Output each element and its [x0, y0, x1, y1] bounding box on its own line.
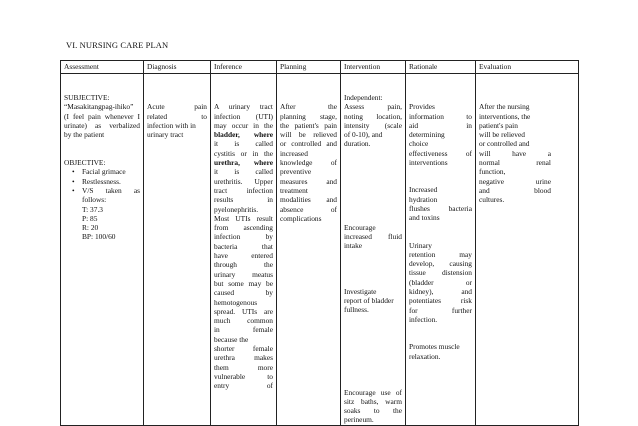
inference-cell [211, 74, 277, 426]
inference-line: caused by [214, 288, 273, 298]
inference-line: entry of [214, 381, 273, 391]
inference-line: have entered [214, 251, 273, 261]
planning-line: absence of [280, 204, 337, 214]
vital-sign: BP: 100/60 [82, 232, 116, 242]
inference-line: but some may be [214, 278, 273, 288]
evaluation-line: will have a [479, 148, 551, 158]
inference-line: vulnerable to [214, 371, 273, 381]
diagnosis-line: urinary tract [147, 130, 184, 140]
rationale-cell [406, 74, 476, 426]
vital-sign: P: 85 [82, 213, 98, 223]
care-plan-row [61, 74, 579, 426]
intervention-assess-pain: Assess pain, noting location, intensity (scale of 0-10), and duration. [344, 102, 402, 149]
inference-line: may occur in the [214, 120, 273, 130]
header-diagnosis: Diagnosis [144, 61, 211, 74]
inference-line: pyelonephritis. [214, 204, 259, 214]
inference-line: urethra makes [214, 353, 273, 363]
inference-line: because the [214, 334, 249, 344]
inference-line: shorter female [214, 344, 273, 354]
inference-line: urethra, where [214, 158, 273, 168]
inference-line: tract infection [214, 185, 273, 195]
planning-line: preventive [280, 167, 312, 177]
inference-line: much common [214, 316, 273, 326]
planning-line: knowledge of [280, 158, 337, 168]
inference-line: through the [214, 260, 273, 270]
header-rationale: Rationale [406, 61, 476, 74]
intervention-label: Independent: [344, 93, 383, 102]
rationale-urinary-retention: Urinary retention may develop, causing tissue distension (bladder or kidney), and potentiates risk for further infection. [409, 240, 472, 324]
inference-line: it is called [214, 167, 273, 177]
evaluation-line: patient's pain [479, 120, 518, 130]
inference-line: bladder, where [214, 130, 273, 140]
header-evaluation: Evaluation [476, 61, 579, 74]
objective-list [64, 167, 140, 195]
inference-line: infection (UTI) [214, 111, 273, 121]
planning-line: complications [280, 213, 322, 223]
planning-line: After the [280, 102, 337, 112]
evaluation-line: cultures. [479, 195, 505, 205]
inference-line: A urinary tract [214, 102, 273, 112]
planning-line: or controlled and [280, 139, 337, 149]
header-inference: Inference [211, 61, 277, 74]
intervention-fluid-intake: Encourage increased fluid intake [344, 222, 402, 251]
inference-line: spread. UTIs are [214, 306, 273, 316]
evaluation-line: function, [479, 167, 506, 177]
inference-line: infection by [214, 232, 273, 242]
vital-sign: R: 20 [82, 223, 99, 233]
rationale-assess-pain: Provides information to aid in determining choice effectiveness of interventions [409, 102, 472, 168]
nursing-care-plan-table [60, 60, 579, 426]
subjective-line: urinate) as verbalized [64, 120, 140, 130]
inference-line: them more [214, 362, 273, 372]
planning-line: planning stage, [280, 111, 337, 121]
planning-line: measures and [280, 176, 337, 186]
rationale-hydration: Increased hydration flushes bacteria and toxins [409, 185, 472, 223]
inference-line: from ascending [214, 223, 273, 233]
header-intervention: Intervention [341, 61, 406, 74]
objective-item: • Facial grimace [82, 167, 140, 176]
inference-line: it is called [214, 139, 273, 149]
objective-item: • V/S taken as [82, 186, 140, 195]
inference-line: hemotogenous [214, 297, 258, 307]
intervention-sitz-baths: Encourage use of sitz baths, warm soaks to the perineum. [344, 387, 402, 425]
planning-line: increased [280, 148, 308, 158]
inference-line: cystitis or in the [214, 148, 273, 158]
inference-line: urethritis. Upper [214, 176, 273, 186]
evaluation-line: After the nursing [479, 102, 530, 112]
inference-line: in female [214, 325, 273, 335]
rationale-muscle-relaxation: Promotes muscle relaxation. [409, 342, 460, 361]
diagnosis-cell [144, 74, 211, 426]
objective-item: • Restlessness. [82, 177, 140, 186]
planning-line: treatment [280, 185, 308, 195]
evaluation-line: will be relieved [479, 130, 525, 140]
subjective-label: SUBJECTIVE: [64, 93, 110, 102]
intervention-cell [341, 74, 406, 426]
assessment-cell [61, 74, 144, 426]
intervention-bladder-fullness: Investigate report of bladder fullness. [344, 286, 394, 315]
objective-continuation: follows: [82, 195, 107, 205]
evaluation-cell [476, 74, 579, 426]
inference-line: Most UTIs result [214, 213, 273, 223]
planning-cell [277, 74, 341, 426]
diagnosis-line: infection with in [147, 120, 196, 130]
inference-line: urinary meatus [214, 269, 273, 279]
objective-label: OBJECTIVE: [64, 158, 106, 168]
subjective-line: “Masakitangpag-ihiko” [64, 102, 134, 112]
diagnosis-line: Acute pain [147, 102, 207, 112]
subjective-line: by the patient [64, 130, 105, 140]
planning-line: will be relieved [280, 130, 337, 140]
evaluation-line: interventions, the [479, 111, 531, 121]
evaluation-line: or controlled and [479, 139, 530, 149]
evaluation-line: negative urine [479, 176, 551, 186]
diagnosis-line: related to [147, 111, 207, 121]
header-assessment: Assessment [61, 61, 144, 74]
header-planning: Planning [277, 61, 341, 74]
subjective-line: (I feel pain whenever I [64, 111, 140, 121]
header-row [61, 61, 579, 74]
inference-line: results in [214, 195, 273, 205]
evaluation-line: normal renal [479, 158, 551, 168]
evaluation-line: and blood [479, 185, 551, 195]
planning-line: modalities and [280, 195, 337, 205]
vital-sign: T: 37.3 [82, 204, 103, 214]
section-title: VI. NURSING CARE PLAN [66, 40, 169, 50]
inference-line: bacteria that [214, 241, 273, 251]
planning-line: the patient's pain [280, 120, 337, 130]
